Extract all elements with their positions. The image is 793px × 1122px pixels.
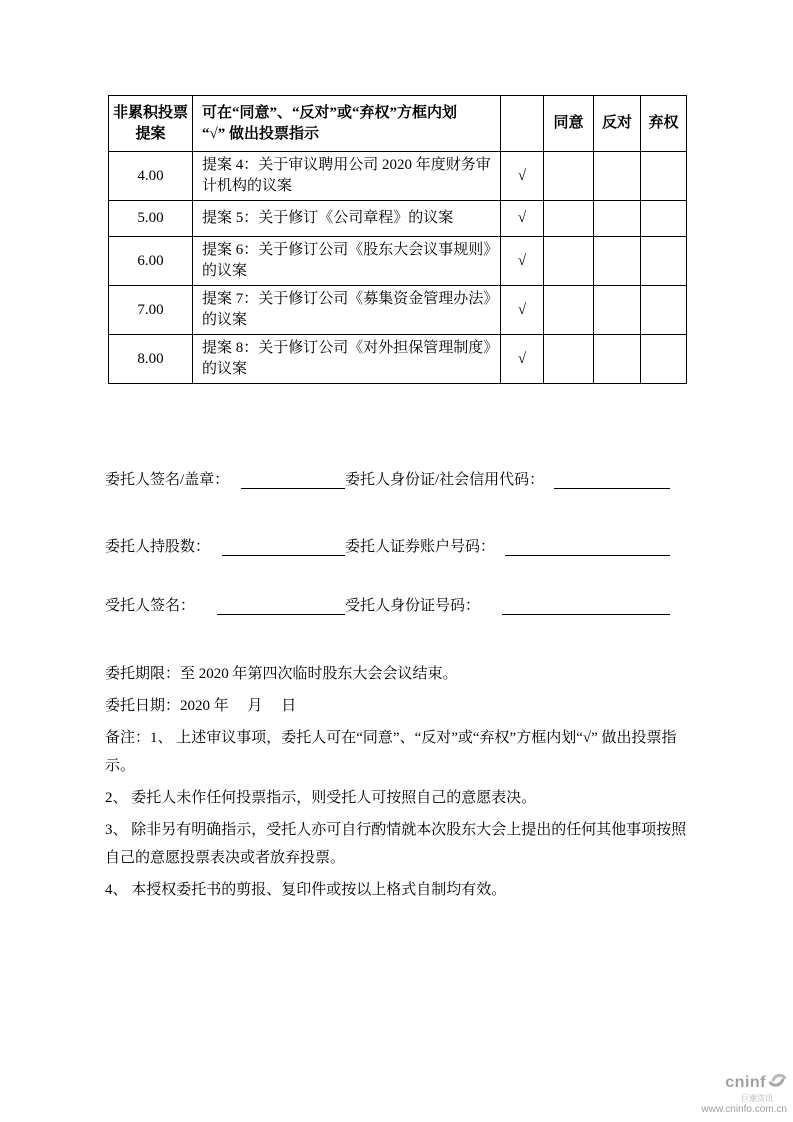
proposal-text-cell: 提案 7：关于修订公司《募集资金管理办法》的议案 [193,286,501,335]
principal-signature-label: 委托人签名/盖章： [105,472,230,488]
signature-row-proxy [105,596,670,618]
principal-account-label: 委托人证券账户号码： [345,539,496,555]
voting-table [108,95,687,384]
abstain-cell [641,152,687,201]
agree-cell [544,201,594,237]
signature-row-shares [105,537,670,559]
table-row [109,152,687,201]
principal-id-label: 委托人身份证/社会信用代码： [345,472,545,488]
cninfo-url: www.cninfo.com.cn [701,1104,787,1116]
table-row [109,201,687,237]
header-abstain: 弃权 [641,96,687,152]
abstain-cell [641,335,687,384]
signature-blank-line [241,470,345,489]
proxy-period-line: 委托期限：至 2020 年第四次临时股东大会会议结束。 [105,666,458,682]
principal-shares-label: 委托人持股数： [105,539,211,555]
cninfo-brand-text: cninf [725,1074,766,1091]
table-header-row [109,96,687,152]
proposal-text-cell: 提案 8：关于修订公司《对外担保管理制度》的议案 [193,335,501,384]
header-agree: 同意 [544,96,594,152]
cninfo-swirl-icon [768,1072,787,1094]
table-row [109,335,687,384]
proposal-text-cell: 提案 6：关于修订公司《股东大会议事规则》的议案 [193,237,501,286]
proposal-number-cell: 5.00 [109,201,193,237]
vote-mark-cell: √ [501,152,544,201]
note-item-1: 备注：1、 上述审议事项，委托人可在“同意”、“反对”或“弃权”方框内划“√” 做出投票指示。 [105,730,677,774]
cninfo-logo [687,1072,787,1115]
signature-blank-line [554,470,670,489]
vote-mark-cell: √ [501,286,544,335]
proposal-number-cell: 7.00 [109,286,193,335]
header-instruction-line2: “√” 做出投票指示 [202,125,319,142]
abstain-cell [641,237,687,286]
proposal-number-cell: 6.00 [109,237,193,286]
note-item-4: 4、 本授权委托书的剪报、复印件或按以上格式自制均有效。 [105,882,507,898]
agree-cell [544,152,594,201]
header-proposals: 非累积投票提案 [109,96,193,152]
vote-mark-cell: √ [501,201,544,237]
proxy-signature-label: 受托人签名： [105,598,196,614]
abstain-cell [641,201,687,237]
proxy-id-label: 受托人身份证号码： [345,598,481,614]
note-item-3: 3、 除非另有明确指示，受托人亦可自行酌情就本次股东大会上提出的任何其他事项按照自己的意愿投票表决或者放弃投票。 [105,822,687,866]
signature-blank-line [217,596,345,615]
vote-mark-cell: √ [501,335,544,384]
signature-blank-line [502,596,670,615]
against-cell [594,201,641,237]
against-cell [594,237,641,286]
proxy-date-line: 委托日期：2020 年 月 日 [105,698,297,714]
signature-blank-line [222,537,345,556]
against-cell [594,335,641,384]
agree-cell [544,237,594,286]
proposal-text-cell: 提案 5：关于修订《公司章程》的议案 [193,201,501,237]
agree-cell [544,335,594,384]
header-against: 反对 [594,96,641,152]
agree-cell [544,286,594,335]
proposal-number-cell: 8.00 [109,335,193,384]
against-cell [594,152,641,201]
header-instruction-line1: 可在“同意”、“反对”或“弃权”方框内划 [202,104,458,121]
header-mark-column [501,96,544,152]
signature-row-principal [105,470,670,492]
vote-mark-cell: √ [501,237,544,286]
abstain-cell [641,286,687,335]
signature-blank-line [505,537,670,556]
terms-and-notes [105,660,693,908]
proposal-number-cell: 4.00 [109,152,193,201]
proposal-text-cell: 提案 4：关于审议聘用公司 2020 年度财务审计机构的议案 [193,152,501,201]
note-item-2: 2、 委托人未作任何投票指示，则受托人可按照自己的意愿表决。 [105,790,537,806]
cninfo-name: 巨潮资讯 [741,1093,773,1103]
against-cell [594,286,641,335]
header-instruction [193,96,501,152]
table-row [109,237,687,286]
table-row [109,286,687,335]
